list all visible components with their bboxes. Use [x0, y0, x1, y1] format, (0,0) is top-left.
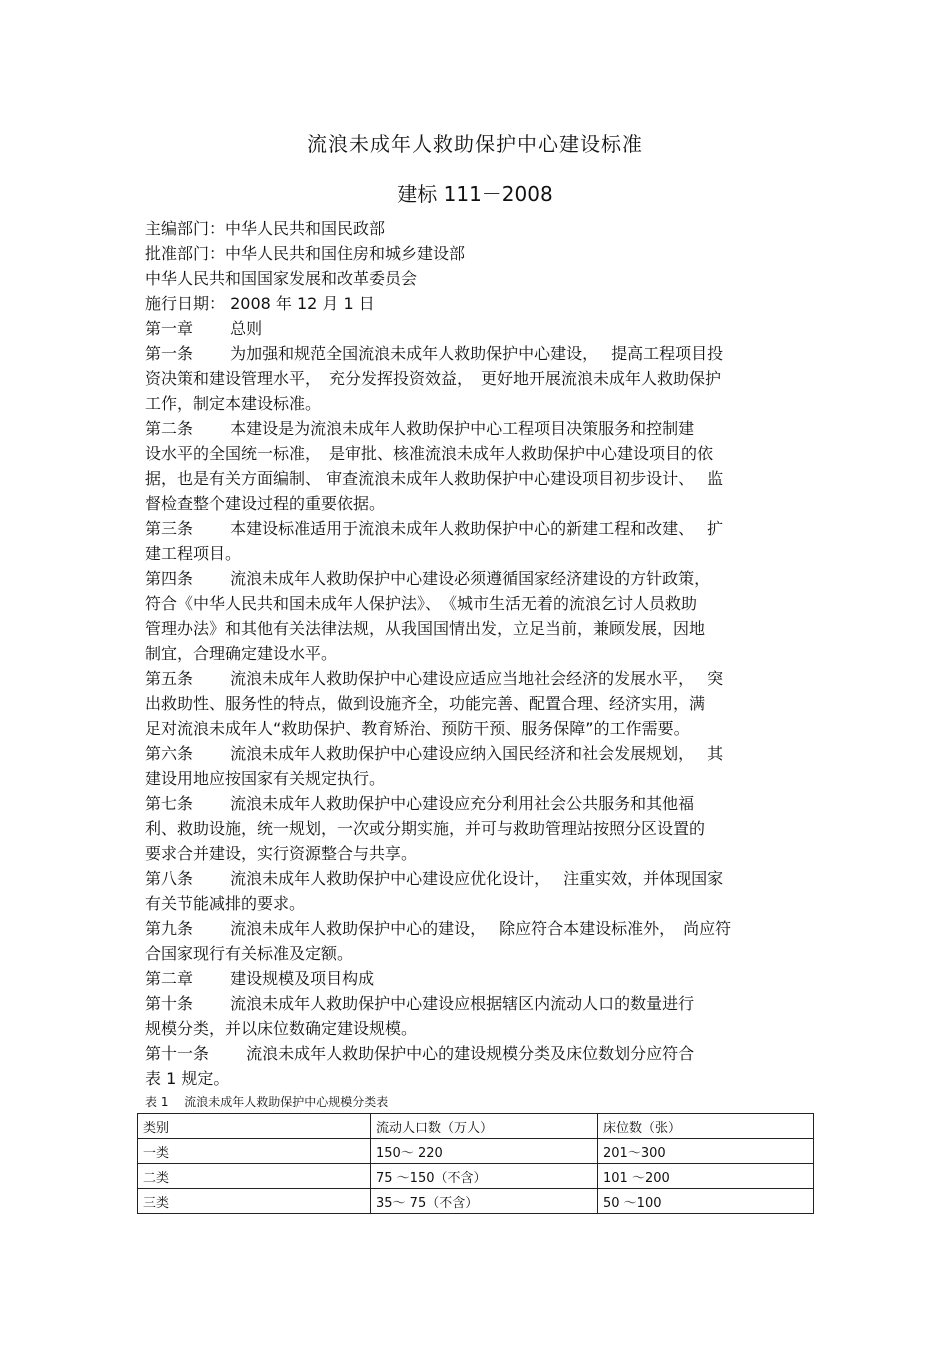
text-line: 批准部门：中华人民共和国住房和城乡建设部 — [145, 244, 466, 263]
table-header-row — [138, 1114, 814, 1139]
text-line: 符合《中华人民共和国未成年人保护法》、 《城市生活无着的流浪乞讨人员救助 — [145, 594, 698, 613]
text-line: 第七条 流浪未成年人救助保护中心建设应充分利用社会公共服务和其他福 — [145, 794, 695, 813]
table-cell: 三类 — [138, 1189, 371, 1214]
text-line: 第十一条 流浪未成年人救助保护中心的建设规模分类及床位数划分应符合 — [145, 1044, 695, 1063]
text-line: 合国家现行有关标准及定额。 — [145, 944, 354, 963]
text-line: 表 1 规定。 — [145, 1069, 230, 1088]
text-line: 建工程项目。 — [145, 544, 242, 563]
text-line: 中华人民共和国国家发展和改革委员会 — [145, 269, 418, 288]
text-line: 第一条 为加强和规范全国流浪未成年人救助保护中心建设， 提高工程项目投 — [145, 344, 724, 363]
text-line: 工作，制定本建设标准。 — [145, 394, 322, 413]
text-line: 利、救助设施，统一规划，一次或分期实施，并可与救助管理站按照分区设置的 — [145, 819, 706, 838]
text-line: 第六条 流浪未成年人救助保护中心建设应纳入国民经济和社会发展规划， 其 — [145, 744, 724, 763]
table-caption: 表 1 流浪未成年人救助保护中心规模分类表 — [145, 1095, 389, 1109]
text-line: 第九条 流浪未成年人救助保护中心的建设， 除应符合本建设标准外， 尚应符 — [145, 919, 732, 938]
text-line: 督检查整个建设过程的重要依据。 — [145, 494, 386, 513]
document-body — [145, 216, 810, 1091]
text-line: 有关节能减排的要求。 — [145, 894, 306, 913]
text-line: 管理办法》和其他有关法律法规，从我国国情出发，立足当前，兼顾发展，因地 — [145, 619, 706, 638]
table-header-cell: 流动人口数（万人） — [371, 1114, 598, 1139]
document-title: 流浪未成年人救助保护中心建设标准 — [307, 132, 643, 156]
table-cell: 75 ～150（不含） — [371, 1164, 598, 1189]
scale-classification-table — [137, 1113, 814, 1214]
table-cell: 一类 — [138, 1139, 371, 1164]
table-header-cell: 床位数（张） — [598, 1114, 814, 1139]
text-line: 足对流浪未成年人“救助保护、教育矫治、预防干预、服务保障”的工作需要。 — [145, 719, 690, 738]
table-cell: 150～ 220 — [371, 1139, 598, 1164]
table-header-cell: 类别 — [138, 1114, 371, 1139]
standard-code: 建标 111－2008 — [397, 182, 553, 206]
table-row — [138, 1139, 814, 1164]
text-line: 据，也是有关方面编制、 审查流浪未成年人救助保护中心建设项目初步设计、 监 — [145, 469, 724, 488]
text-line: 资决策和建设管理水平， 充分发挥投资效益， 更好地开展流浪未成年人救助保护 — [145, 369, 722, 388]
table-row — [138, 1164, 814, 1189]
text-line: 施行日期： 2008 年 12 月 1 日 — [145, 294, 375, 313]
text-line: 出救助性、服务性的特点，做到设施齐全，功能完善、配置合理、经济实用，满 — [145, 694, 706, 713]
table-cell: 50 ～100 — [598, 1189, 814, 1214]
table-row — [138, 1189, 814, 1214]
text-line: 第八条 流浪未成年人救助保护中心建设应优化设计， 注重实效，并体现国家 — [145, 869, 724, 888]
text-line: 第三条 本建设标准适用于流浪未成年人救助保护中心的新建工程和改建、 扩 — [145, 519, 724, 538]
chapter-heading: 第一章 总则 — [145, 319, 263, 338]
text-line: 第十条 流浪未成年人救助保护中心建设应根据辖区内流动人口的数量进行 — [145, 994, 695, 1013]
table-cell: 35～ 75（不含） — [371, 1189, 598, 1214]
text-line: 设水平的全国统一标准， 是审批、核准流浪未成年人救助保护中心建设项目的依 — [145, 444, 714, 463]
text-line: 第五条 流浪未成年人救助保护中心建设应适应当地社会经济的发展水平， 突 — [145, 669, 724, 688]
text-line: 要求合并建设，实行资源整合与共享。 — [145, 844, 418, 863]
chapter-heading: 第二章 建设规模及项目构成 — [145, 969, 375, 988]
table-cell: 101 ～200 — [598, 1164, 814, 1189]
text-line: 规模分类，并以床位数确定建设规模。 — [145, 1019, 418, 1038]
table-cell: 二类 — [138, 1164, 371, 1189]
text-line: 第二条 本建设是为流浪未成年人救助保护中心工程项目决策服务和控制建 — [145, 419, 695, 438]
text-line: 建设用地应按国家有关规定执行。 — [145, 769, 386, 788]
text-line: 主编部门：中华人民共和国民政部 — [145, 219, 386, 238]
text-line: 制宜，合理确定建设水平。 — [145, 644, 338, 663]
text-line: 第四条 流浪未成年人救助保护中心建设必须遵循国家经济建设的方针政策， — [145, 569, 711, 588]
table-cell: 201～300 — [598, 1139, 814, 1164]
